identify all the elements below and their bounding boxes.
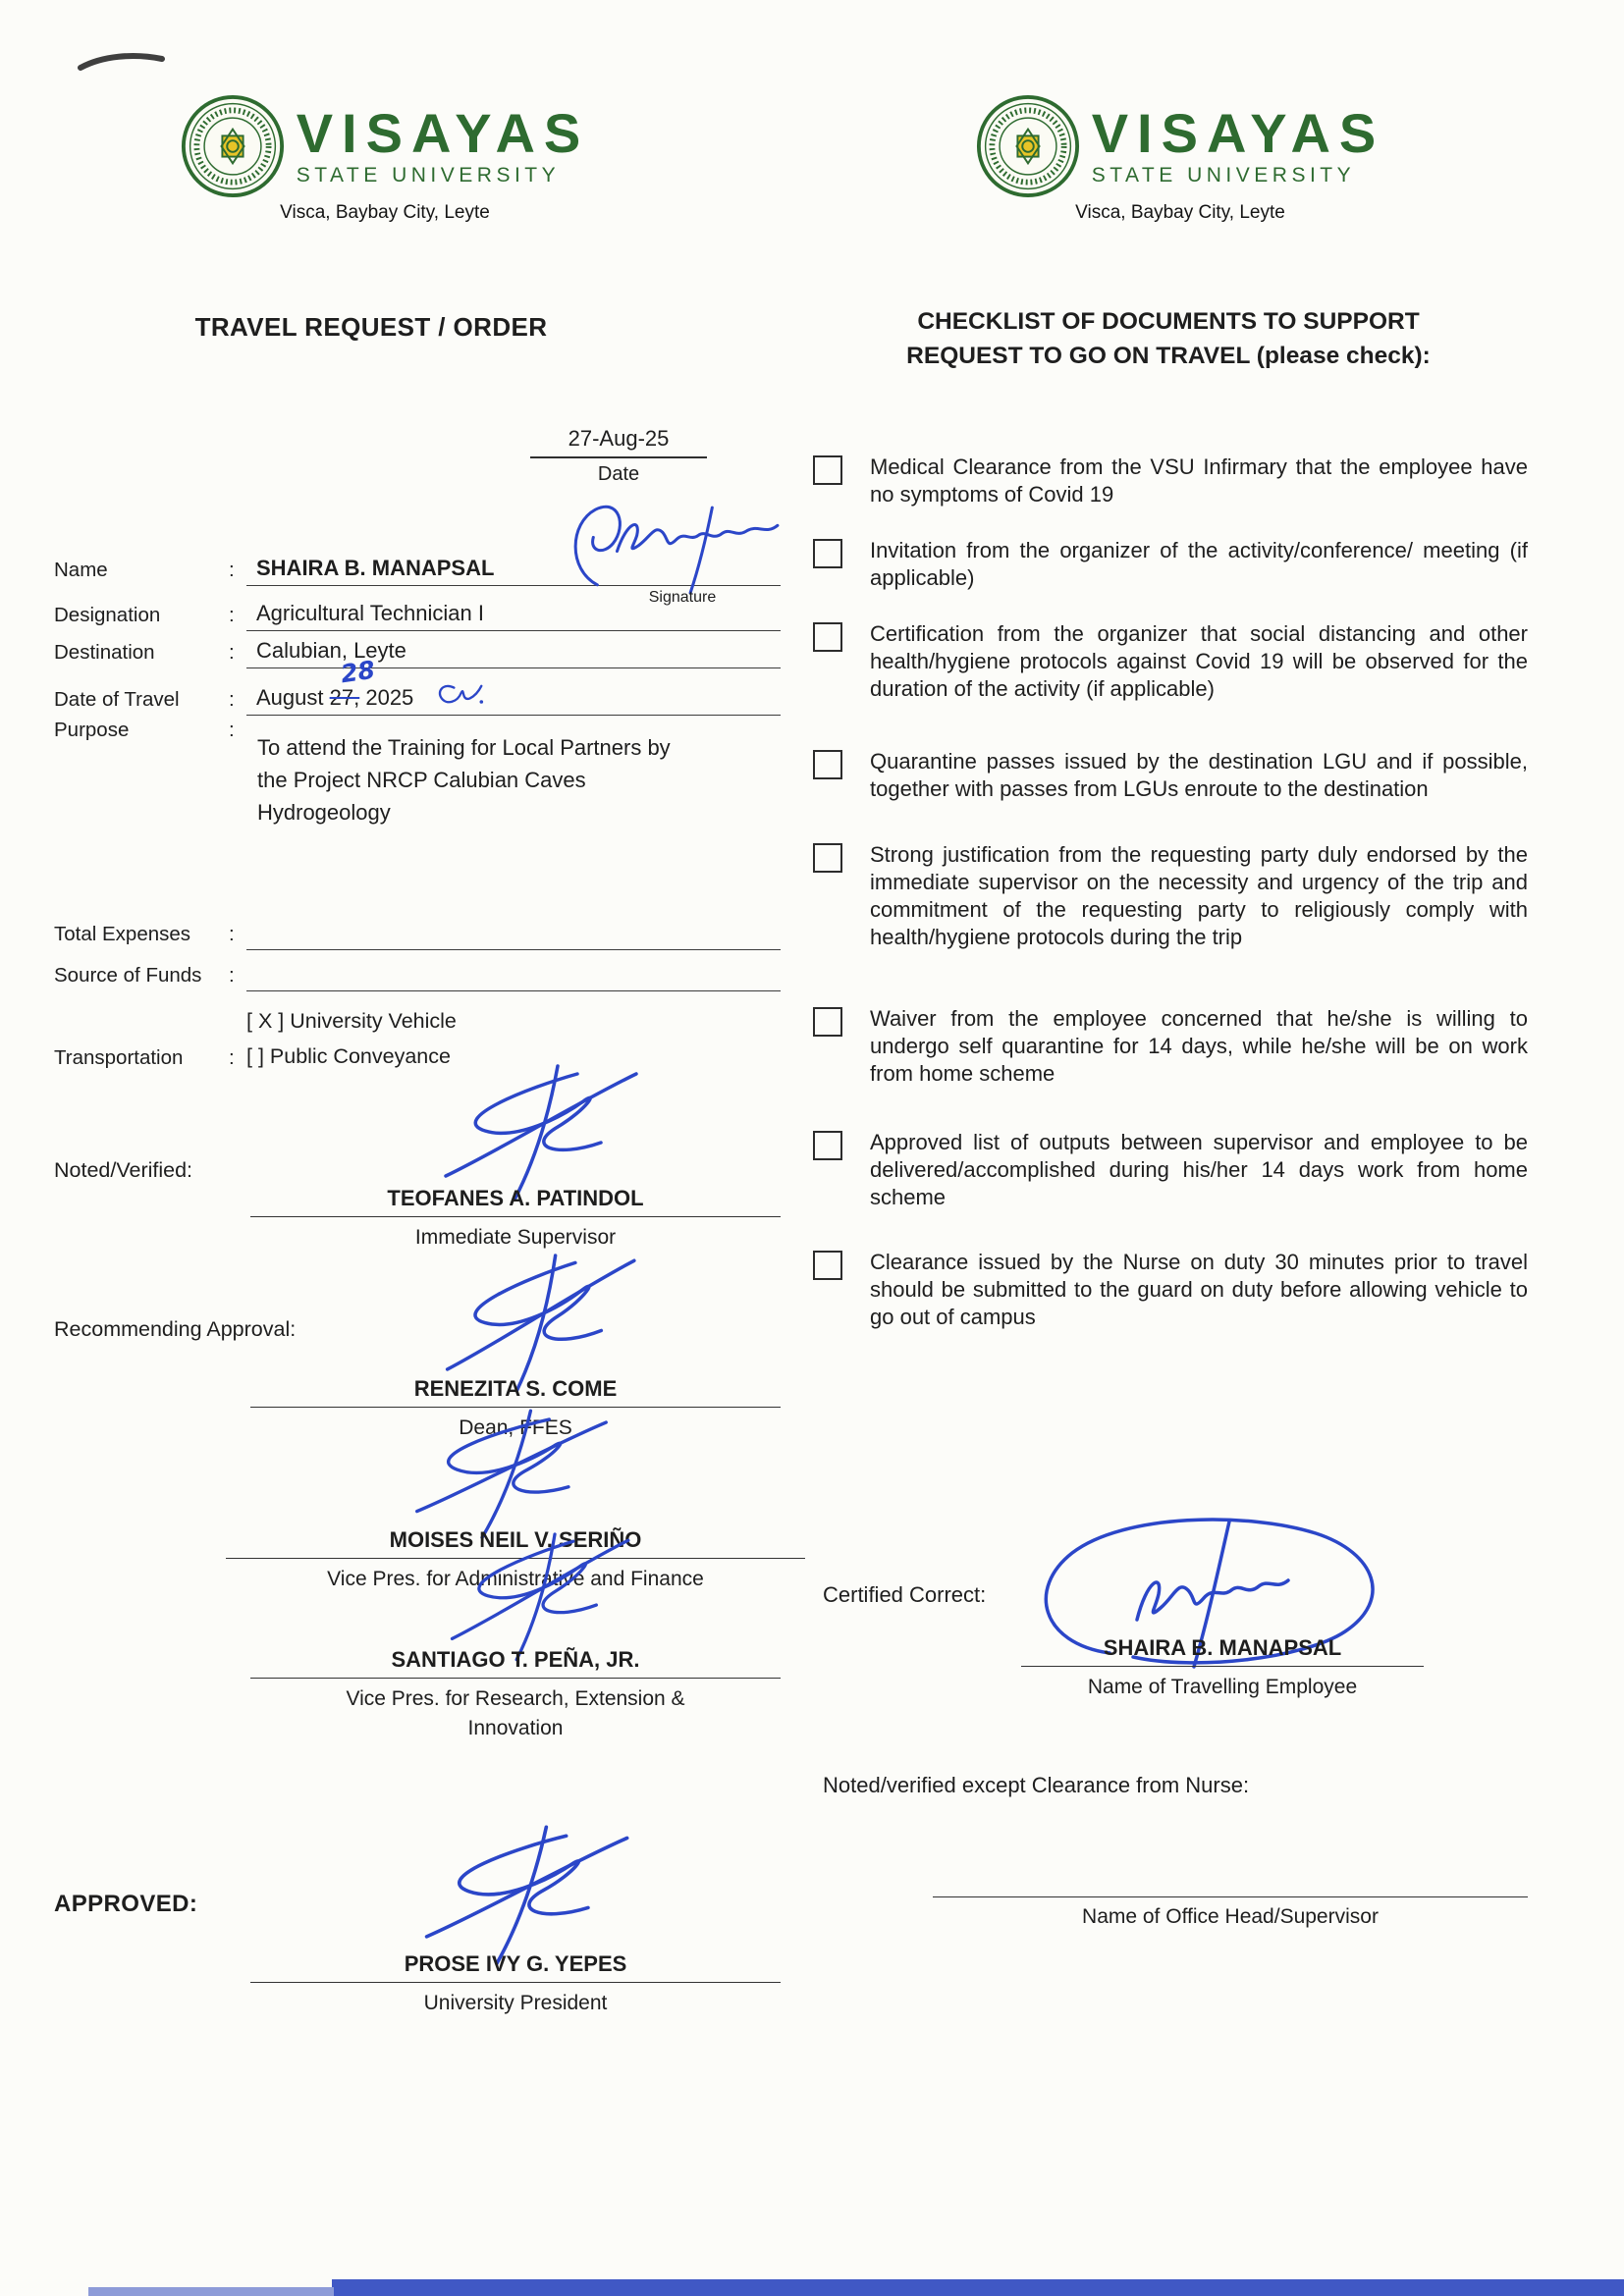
noted-verified-label: Noted/Verified: xyxy=(54,1158,193,1182)
field-value-destination: Calubian, Leyte xyxy=(246,638,781,668)
noted-except-label: Noted/verified except Clearance from Nurse: xyxy=(823,1773,1250,1797)
checkbox-unchecked[interactable] xyxy=(813,1131,842,1160)
colon: : xyxy=(229,641,235,664)
checkbox-unchecked[interactable] xyxy=(813,750,842,779)
checkbox-unchecked[interactable] xyxy=(813,455,842,485)
checklist-item-text: Certification from the organizer that social distancing and other health/hygiene protocols against Covid 19 will be observed for the duration of the activity (if applicable) xyxy=(870,621,1528,701)
signature-employee-name-field xyxy=(562,489,789,605)
signatory-name: TEOFANES A. PATINDOL xyxy=(250,1186,781,1217)
field-label: Purpose xyxy=(54,719,130,741)
field-designation xyxy=(54,601,781,631)
transport-option-university-vehicle: [ X ] University Vehicle xyxy=(246,1009,457,1033)
signatory-title: Dean, FFES xyxy=(459,1416,572,1439)
colon: : xyxy=(229,964,235,987)
checklist-item-text: Medical Clearance from the VSU Infirmary that the employee have no symptoms of Covid 19 xyxy=(870,454,1528,507)
field-label: Date of Travel xyxy=(54,688,180,711)
university-seal-icon xyxy=(976,94,1080,198)
signature-university-president xyxy=(390,1814,640,1975)
scan-edge-artifact xyxy=(332,2279,1624,2296)
checkbox-unchecked[interactable] xyxy=(813,843,842,873)
date-value: 27-Aug-25 xyxy=(530,426,707,458)
travel-date-struck: 27, xyxy=(329,685,360,710)
checklist-item-text: Invitation from the organizer of the activity/conference/ meeting (if applicable) xyxy=(870,538,1528,590)
university-header-right xyxy=(964,94,1396,224)
travel-date-suffix: 2025 xyxy=(365,685,414,710)
travel-date-prefix: August xyxy=(256,685,324,710)
signatory-name: PROSE IVY G. YEPES xyxy=(250,1951,781,1983)
checklist-item xyxy=(813,1129,1528,1211)
handwritten-correction: 28 xyxy=(339,655,377,689)
checklist-item xyxy=(813,537,1528,592)
colon: : xyxy=(229,923,235,945)
checklist-item xyxy=(813,748,1528,803)
checklist-item-text: Waiver from the employee concerned that he/she is willing to undergo self quarantine for 14 days, while he/she will be on work from home scheme xyxy=(870,1006,1528,1086)
signatory-name: SANTIAGO T. PEÑA, JR. xyxy=(250,1647,781,1679)
university-name: VISAYAS xyxy=(1091,101,1385,164)
university-header-left xyxy=(169,94,601,224)
purpose-text: To attend the Training for Local Partners by the Project NRCP Calubian Caves Hydrogeology xyxy=(257,735,671,825)
recommending-approval-label: Recommending Approval: xyxy=(54,1317,297,1341)
checklist-item-text: Quarantine passes issued by the destination LGU and if possible, together with passes from LGUs enroute to the destination xyxy=(870,749,1528,801)
signatory-name: MOISES NEIL V. SERIÑO xyxy=(226,1527,805,1559)
signatory-title: Vice Pres. for Research, Extension & Innovation xyxy=(346,1687,685,1739)
checkbox-unchecked[interactable] xyxy=(813,1007,842,1037)
field-destination xyxy=(54,638,781,668)
field-value-designation: Agricultural Technician I xyxy=(246,601,781,631)
certified-caption: Name of Travelling Employee xyxy=(1087,1676,1358,1698)
signatory-title: Immediate Supervisor xyxy=(414,1226,617,1249)
field-label: Source of Funds xyxy=(54,964,202,987)
checklist-item xyxy=(813,620,1528,703)
office-head-caption: Name of Office Head/Supervisor xyxy=(1082,1905,1379,1928)
university-subtitle: STATE UNIVERSITY xyxy=(296,163,561,187)
colon: : xyxy=(229,1046,235,1069)
field-label: Designation xyxy=(54,604,161,626)
checklist-item xyxy=(813,454,1528,508)
signatory-name: RENEZITA S. COME xyxy=(250,1376,781,1408)
field-total-expenses xyxy=(54,921,781,950)
field-date-of-travel xyxy=(54,655,781,716)
signatory-title: University President xyxy=(423,1992,608,2014)
checkbox-unchecked[interactable] xyxy=(813,539,842,568)
checklist-item-text: Clearance issued by the Nurse on duty 30 minutes prior to travel should be submitted to the guard on duty before allowing vehicle to go out of campus xyxy=(870,1250,1528,1329)
colon: : xyxy=(229,688,235,711)
scan-pen-mark xyxy=(75,47,169,77)
field-value-total-expenses xyxy=(246,921,781,950)
certified-name: SHAIRA B. MANAPSAL xyxy=(1021,1635,1424,1667)
signature-vp-research xyxy=(411,1525,649,1667)
transport-option-public-conveyance: [ ] Public Conveyance xyxy=(246,1044,451,1068)
checkbox-unchecked[interactable] xyxy=(813,622,842,652)
checklist-title-line1: CHECKLIST OF DOCUMENTS TO SUPPORT xyxy=(917,308,1420,335)
certified-correct-label: Certified Correct: xyxy=(823,1582,987,1607)
field-label: Total Expenses xyxy=(54,923,191,945)
checklist-title-line2: REQUEST TO GO ON TRAVEL (please check): xyxy=(906,343,1431,369)
scan-edge-artifact-light xyxy=(88,2287,334,2296)
document-checklist xyxy=(813,454,1528,1360)
university-address: Visca, Baybay City, Leyte xyxy=(280,202,490,223)
checklist-item xyxy=(813,1005,1528,1088)
colon: : xyxy=(229,604,235,626)
signature-immediate-supervisor xyxy=(412,1058,648,1205)
university-seal-icon xyxy=(181,94,285,198)
field-label: Destination xyxy=(54,641,155,664)
date-block xyxy=(530,426,707,486)
checklist-item xyxy=(813,1249,1528,1331)
colon: : xyxy=(229,559,235,581)
checklist-item-text: Strong justification from the requesting party duly endorsed by the immediate supervisor on the necessity and urgency of the trip and commitment of the requesting party to religiously comply with health/hygiene protocols during the trip xyxy=(870,842,1528,949)
field-label: Transportation xyxy=(54,1046,184,1069)
checklist-item xyxy=(813,841,1528,951)
field-value-name: SHAIRA B. MANAPSAL xyxy=(246,556,781,586)
checklist-title xyxy=(835,304,1502,373)
checkbox-unchecked[interactable] xyxy=(813,1251,842,1280)
form-title: TRAVEL REQUEST / ORDER xyxy=(194,312,548,342)
signature-caption: Signature xyxy=(648,589,717,606)
field-label: Name xyxy=(54,559,108,581)
field-value-source-of-funds xyxy=(246,962,781,991)
office-head-signature-line xyxy=(933,1863,1528,1897)
field-value-date-of-travel xyxy=(246,655,781,716)
colon: : xyxy=(229,719,235,741)
university-address: Visca, Baybay City, Leyte xyxy=(1075,202,1285,223)
university-name: VISAYAS xyxy=(296,101,590,164)
signatory-title: Vice Pres. for Administrative and Finance xyxy=(327,1568,704,1590)
handwritten-initials-mark xyxy=(431,675,484,711)
field-source-of-funds xyxy=(54,962,781,991)
university-subtitle: STATE UNIVERSITY xyxy=(1091,163,1356,187)
approved-label: APPROVED: xyxy=(54,1891,198,1917)
date-caption: Date xyxy=(597,463,640,485)
checklist-item-text: Approved list of outputs between supervisor and employee to be delivered/accomplished during his/her 14 days work from home scheme xyxy=(870,1130,1528,1209)
